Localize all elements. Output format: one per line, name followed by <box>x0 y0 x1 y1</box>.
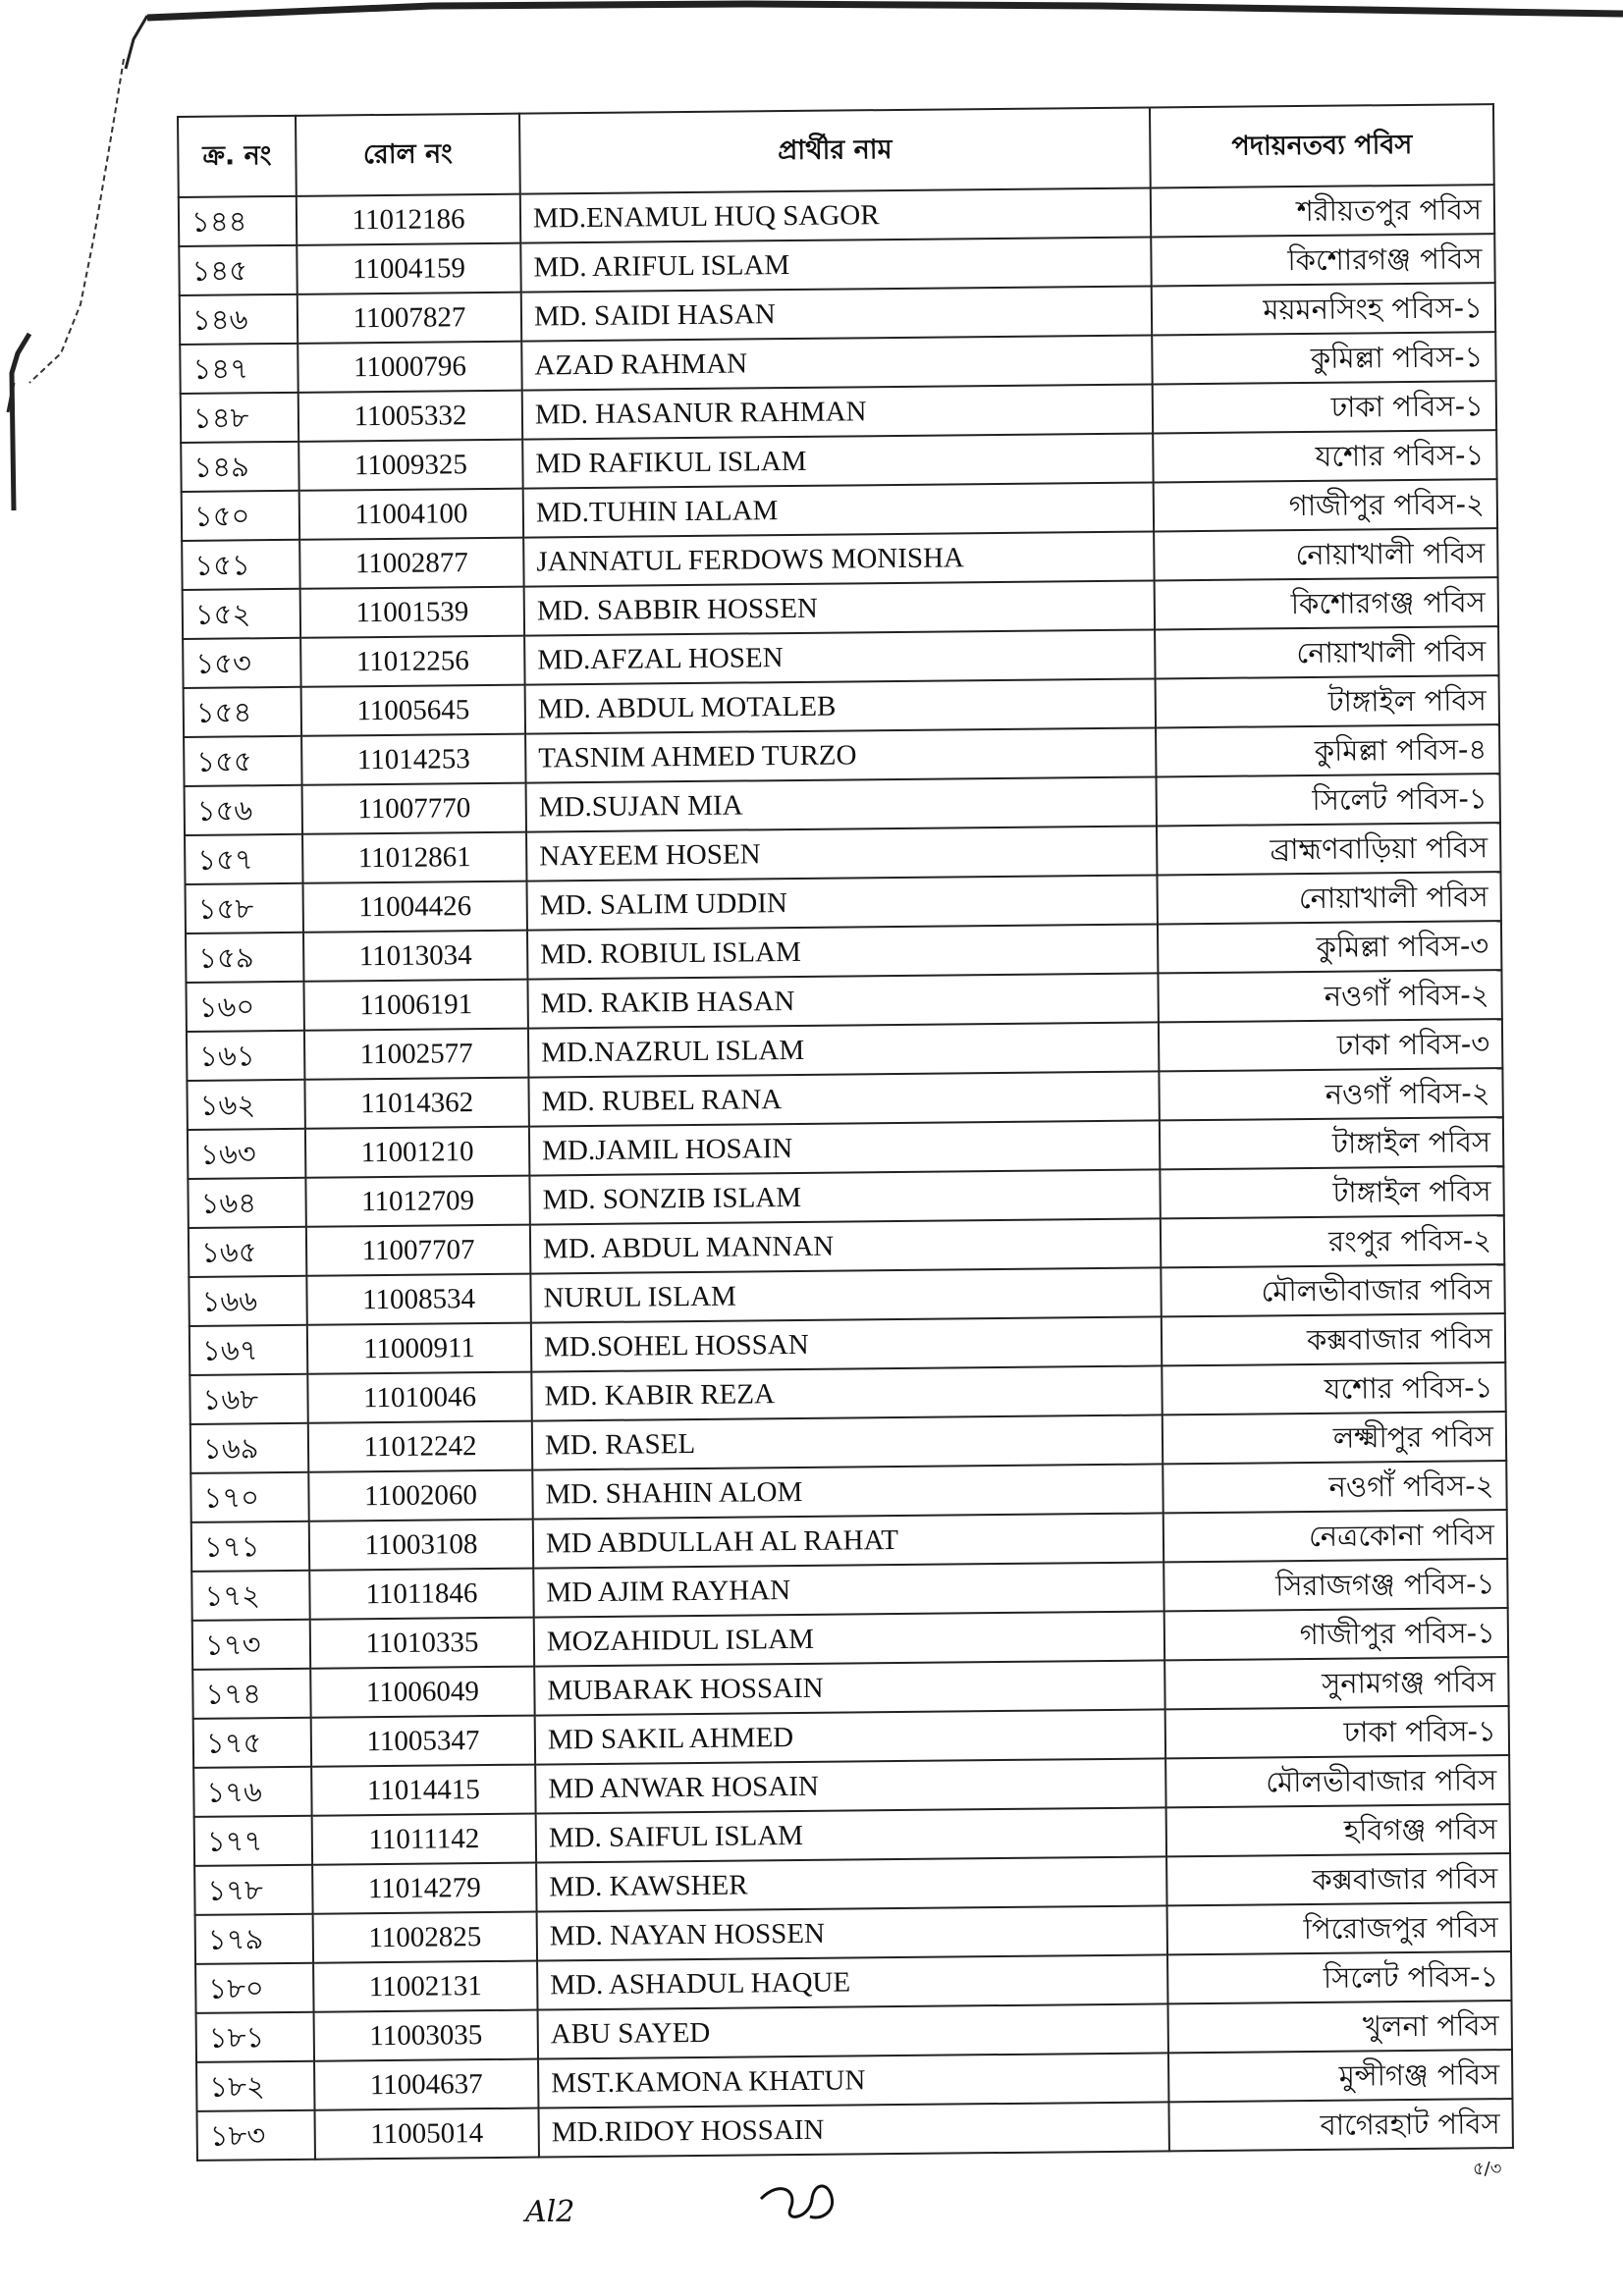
candidate-name-cell: MD.JAMIL HOSAIN <box>529 1120 1160 1175</box>
roll-no-cell: 11005332 <box>298 391 522 442</box>
posting-office-cell: নওগাঁ পবিস-২ <box>1158 970 1501 1022</box>
roll-no-cell: 11012256 <box>300 636 524 687</box>
roll-no-cell: 11002577 <box>304 1029 528 1080</box>
posting-office-cell: টাঙ্গাইল পবিস <box>1160 1117 1503 1169</box>
posting-office-cell: নোয়াখালী পবিস <box>1154 528 1497 580</box>
serial-no-cell: ১৫০ <box>182 491 299 541</box>
posting-office-cell: গাজীপুর পবিস-১ <box>1164 1608 1508 1660</box>
candidate-name-cell: MD SAKIL AHMED <box>535 1709 1165 1764</box>
serial-no-cell: ১৮৩ <box>197 2110 315 2161</box>
serial-no-cell: ১৭৫ <box>193 1718 311 1768</box>
serial-no-cell: ১৬৫ <box>189 1227 306 1277</box>
posting-office-cell: কুমিল্লা পবিস-৩ <box>1158 921 1501 973</box>
serial-no-cell: ১৭৭ <box>194 1816 312 1866</box>
roll-no-cell: 11012242 <box>308 1421 532 1472</box>
roll-no-cell: 11001539 <box>300 587 524 638</box>
candidate-posting-table <box>177 103 1514 2162</box>
serial-no-cell: ১৫৩ <box>183 638 300 688</box>
candidate-name-cell: MD. ABDUL MOTALEB <box>525 678 1156 733</box>
serial-no-cell: ১৭৩ <box>192 1620 310 1670</box>
serial-no-cell: ১৬২ <box>187 1080 304 1130</box>
header-posting-office: পদায়নতব্য পবিস <box>1150 104 1494 187</box>
posting-office-cell: ব্রাহ্মণবাড়িয়া পবিস <box>1157 823 1500 875</box>
posting-office-cell: নোয়াখালী পবিস <box>1155 626 1498 678</box>
candidate-name-cell: MD. RUBEL RANA <box>528 1071 1159 1126</box>
serial-no-cell: ১৭২ <box>191 1571 309 1621</box>
posting-office-cell: হবিগঞ্জ পবিস <box>1166 1804 1510 1856</box>
posting-office-cell: ময়মনসিংহ পবিস-১ <box>1152 283 1495 335</box>
serial-no-cell: ১৪৫ <box>179 245 297 295</box>
header-candidate-name: প্রার্থীর নাম <box>519 107 1151 193</box>
serial-no-cell: ১৫৮ <box>186 883 303 934</box>
candidate-name-cell: MD RAFIKUL ISLAM <box>522 433 1153 488</box>
candidate-name-cell: MD.NAZRUL ISLAM <box>528 1022 1159 1077</box>
serial-no-cell: ১৬৭ <box>189 1325 307 1375</box>
posting-office-cell: নোয়াখালী পবিস <box>1157 872 1500 924</box>
candidate-name-cell: MOZAHIDUL ISLAM <box>534 1611 1164 1666</box>
posting-office-cell: নওগাঁ পবিস-২ <box>1163 1461 1506 1513</box>
posting-office-cell: নেত্রকোনা পবিস <box>1163 1510 1507 1562</box>
candidate-name-cell: MD ANWAR HOSAIN <box>535 1758 1165 1813</box>
serial-no-cell: ১৬১ <box>187 1031 304 1081</box>
roll-no-cell: 11014415 <box>311 1765 535 1816</box>
roll-no-cell: 11006049 <box>310 1667 534 1718</box>
serial-no-cell: ১৭১ <box>191 1522 309 1572</box>
serial-no-cell: ১৪৭ <box>180 344 298 394</box>
page-mark: ৫/৩ <box>1473 2159 1502 2179</box>
roll-no-cell: 11012861 <box>302 832 526 883</box>
serial-no-cell: ১৫৫ <box>184 736 301 786</box>
posting-office-cell: কিশোরগঞ্জ পবিস <box>1151 234 1494 286</box>
candidate-name-cell: MD. RASEL <box>532 1415 1163 1469</box>
roll-no-cell: 11011846 <box>309 1569 533 1620</box>
candidate-name-cell: MD. ARIFUL ISLAM <box>520 237 1151 292</box>
candidate-name-cell: MD ABDULLAH AL RAHAT <box>533 1513 1163 1568</box>
candidate-name-cell: MD. NAYAN HOSSEN <box>537 1905 1167 1960</box>
candidate-name-cell: MST.KAMONA KHATUN <box>538 2053 1168 2108</box>
serial-no-cell: ১৬৬ <box>189 1276 306 1326</box>
serial-no-cell: ১৬৩ <box>188 1129 305 1179</box>
roll-no-cell: 11004159 <box>297 243 520 294</box>
roll-no-cell: 11007770 <box>302 783 526 834</box>
serial-no-cell: ১৪৯ <box>181 442 298 492</box>
posting-office-cell: রংপুর পবিস-২ <box>1161 1215 1504 1267</box>
candidate-name-cell: MD. RAKIB HASAN <box>527 973 1158 1028</box>
candidate-name-cell: NAYEEM HOSEN <box>526 826 1157 881</box>
posting-office-cell: কক্সবাজার পবিস <box>1162 1313 1505 1365</box>
candidate-name-cell: MD. SAIDI HASAN <box>521 286 1152 341</box>
candidate-name-cell: TASNIM AHMED TURZO <box>525 727 1156 782</box>
posting-office-cell: টাঙ্গাইল পবিস <box>1156 675 1499 727</box>
posting-office-cell: যশোর পবিস-১ <box>1153 430 1496 482</box>
roll-no-cell: 11011142 <box>312 1814 536 1865</box>
candidate-name-cell: MD. ROBIUL ISLAM <box>527 924 1158 979</box>
roll-no-cell: 11014362 <box>304 1078 528 1129</box>
roll-no-cell: 11000911 <box>307 1323 531 1374</box>
serial-no-cell: ১৭০ <box>190 1472 308 1522</box>
candidate-name-cell: MD.TUHIN IALAM <box>523 482 1154 537</box>
serial-no-cell: ১৮০ <box>195 1963 313 2013</box>
serial-no-cell: ১৬০ <box>186 982 303 1032</box>
header-serial-no: ক্র. নং <box>178 116 297 197</box>
posting-office-cell: ঢাকা পবিস-১ <box>1153 381 1496 433</box>
candidate-name-cell: MD.SUJAN MIA <box>526 776 1157 831</box>
roll-no-cell: 11012186 <box>297 194 520 245</box>
signature-scribble-icon <box>751 2169 849 2228</box>
serial-no-cell: ১৬৪ <box>188 1178 305 1228</box>
posting-office-cell: ঢাকা পবিস-৩ <box>1159 1019 1502 1071</box>
roll-no-cell: 11004100 <box>299 489 523 540</box>
posting-office-cell: কুমিল্লা পবিস-৪ <box>1156 724 1499 776</box>
roll-no-cell: 11002060 <box>308 1470 532 1522</box>
roll-no-cell: 11000796 <box>298 342 521 393</box>
candidate-name-cell: MD. SABBIR HOSSEN <box>524 580 1155 635</box>
posting-office-cell: মৌলভীবাজার পবিস <box>1165 1755 1509 1807</box>
posting-office-cell: সিলেট পবিস-১ <box>1157 774 1500 826</box>
candidate-name-cell: MD. ABDUL MANNAN <box>530 1218 1161 1273</box>
serial-no-cell: ১৫৪ <box>184 687 301 737</box>
posting-office-cell: পিরোজপুর পবিস <box>1167 1902 1511 1954</box>
posting-office-cell: নওগাঁ পবিস-২ <box>1159 1068 1502 1120</box>
candidate-name-cell: ABU SAYED <box>538 2003 1168 2058</box>
candidate-name-cell: MD. HASANUR RAHMAN <box>522 384 1153 439</box>
serial-no-cell: ১৭৮ <box>194 1865 312 1915</box>
posting-office-cell: লক্ষ্মীপুর পবিস <box>1163 1412 1506 1464</box>
posting-office-cell: শরীয়তপুর পবিস <box>1151 185 1494 237</box>
roll-no-cell: 11010335 <box>310 1618 534 1669</box>
posting-office-cell: টাঙ্গাইল পবিস <box>1160 1166 1503 1218</box>
roll-no-cell: 11005014 <box>315 2109 539 2160</box>
candidate-name-cell: NURUL ISLAM <box>530 1267 1161 1322</box>
serial-no-cell: ১৪৮ <box>181 393 298 443</box>
posting-office-cell: যশোর পবিস-১ <box>1162 1362 1505 1415</box>
candidate-name-cell: MD.ENAMUL HUQ SAGOR <box>520 187 1151 242</box>
roll-no-cell: 11008534 <box>306 1274 530 1325</box>
posting-office-cell: মুন্সীগঞ্জ পবিস <box>1168 2050 1512 2102</box>
serial-no-cell: ১৫৯ <box>186 933 303 983</box>
handwritten-signature <box>751 2169 849 2233</box>
roll-no-cell: 11006191 <box>303 980 527 1031</box>
serial-no-cell: ১৭৯ <box>195 1914 313 1964</box>
posting-office-cell: সিলেট পবিস-১ <box>1167 1951 1511 2003</box>
serial-no-cell: ১৫৭ <box>185 834 302 884</box>
candidate-name-cell: MD. SHAHIN ALOM <box>532 1464 1163 1519</box>
posting-office-cell: খুলনা পবিস <box>1168 2001 1512 2053</box>
roll-no-cell: 11013034 <box>303 931 527 982</box>
candidate-name-cell: AZAD RAHMAN <box>521 335 1152 390</box>
serial-no-cell: ১৬৮ <box>189 1374 307 1424</box>
posting-office-cell: কক্সবাজার পবিস <box>1166 1853 1510 1905</box>
serial-no-cell: ১৪৬ <box>180 294 298 345</box>
posting-office-cell: গাজীপুর পবিস-২ <box>1154 479 1497 531</box>
candidate-name-cell: MD. KABIR REZA <box>531 1365 1162 1420</box>
posting-office-cell: সিরাজগঞ্জ পবিস-১ <box>1163 1559 1507 1611</box>
posting-office-cell: সুনামগঞ্জ পবিস <box>1164 1657 1508 1709</box>
serial-no-cell: ১৭৬ <box>193 1767 311 1817</box>
candidate-name-cell: MD AJIM RAYHAN <box>533 1562 1163 1617</box>
roll-no-cell: 11003108 <box>309 1520 533 1571</box>
roll-no-cell: 11010046 <box>307 1372 531 1423</box>
roll-no-cell: 11005645 <box>301 685 525 736</box>
roll-no-cell: 11004637 <box>314 2059 538 2110</box>
candidate-name-cell: MD. SONZIB ISLAM <box>529 1169 1160 1224</box>
candidate-name-cell: MD.RIDOY HOSSAIN <box>538 2102 1168 2157</box>
roll-no-cell: 11001210 <box>305 1127 529 1178</box>
roll-no-cell: 11004426 <box>303 881 527 933</box>
candidate-name-cell: MD.AFZAL HOSEN <box>524 629 1155 684</box>
roll-no-cell: 11014279 <box>312 1863 536 1914</box>
signature-initials: Al2 <box>525 2195 575 2229</box>
roll-no-cell: 11002131 <box>313 1961 537 2012</box>
candidate-name-cell: MD. SAIFUL ISLAM <box>536 1807 1166 1862</box>
roll-no-cell: 11012709 <box>305 1176 529 1227</box>
roll-no-cell: 11002877 <box>299 538 523 589</box>
roll-no-cell: 11014253 <box>301 734 525 785</box>
serial-no-cell: ১৫২ <box>183 589 300 639</box>
serial-no-cell: ১৮১ <box>196 2012 314 2062</box>
serial-no-cell: ১৮২ <box>196 2061 314 2111</box>
posting-office-cell: কিশোরগঞ্জ পবিস <box>1155 577 1498 629</box>
serial-no-cell: ১৫১ <box>182 540 299 590</box>
candidate-name-cell: MUBARAK HOSSAIN <box>534 1660 1164 1715</box>
serial-no-cell: ১৬৯ <box>190 1423 308 1473</box>
candidate-name-cell: MD. ASHADUL HAQUE <box>537 1954 1167 2009</box>
serial-no-cell: ১৪৪ <box>179 196 297 246</box>
candidate-name-cell: JANNATUL FERDOWS MONISHA <box>523 531 1154 586</box>
posting-office-cell: মৌলভীবাজার পবিস <box>1161 1264 1504 1316</box>
table-header-row <box>178 104 1494 197</box>
header-roll-no: রোল নং <box>296 114 520 196</box>
roll-no-cell: 11002825 <box>313 1912 537 1963</box>
roll-no-cell: 11005347 <box>311 1716 535 1767</box>
roll-no-cell: 11009325 <box>298 440 522 491</box>
roll-no-cell: 11007707 <box>306 1225 530 1276</box>
posting-office-cell: কুমিল্লা পবিস-১ <box>1152 332 1495 384</box>
serial-no-cell: ১৫৬ <box>185 785 302 835</box>
candidate-name-cell: MD. SALIM UDDIN <box>527 875 1158 930</box>
roll-no-cell: 11003035 <box>314 2010 538 2061</box>
serial-no-cell: ১৭৪ <box>192 1669 310 1719</box>
candidate-name-cell: MD.SOHEL HOSSAN <box>531 1316 1162 1371</box>
posting-office-cell: বাগেরহাট পবিস <box>1168 2099 1512 2151</box>
roll-no-cell: 11007827 <box>298 293 521 344</box>
candidate-name-cell: MD. KAWSHER <box>536 1856 1166 1911</box>
posting-office-cell: ঢাকা পবিস-১ <box>1165 1706 1509 1758</box>
